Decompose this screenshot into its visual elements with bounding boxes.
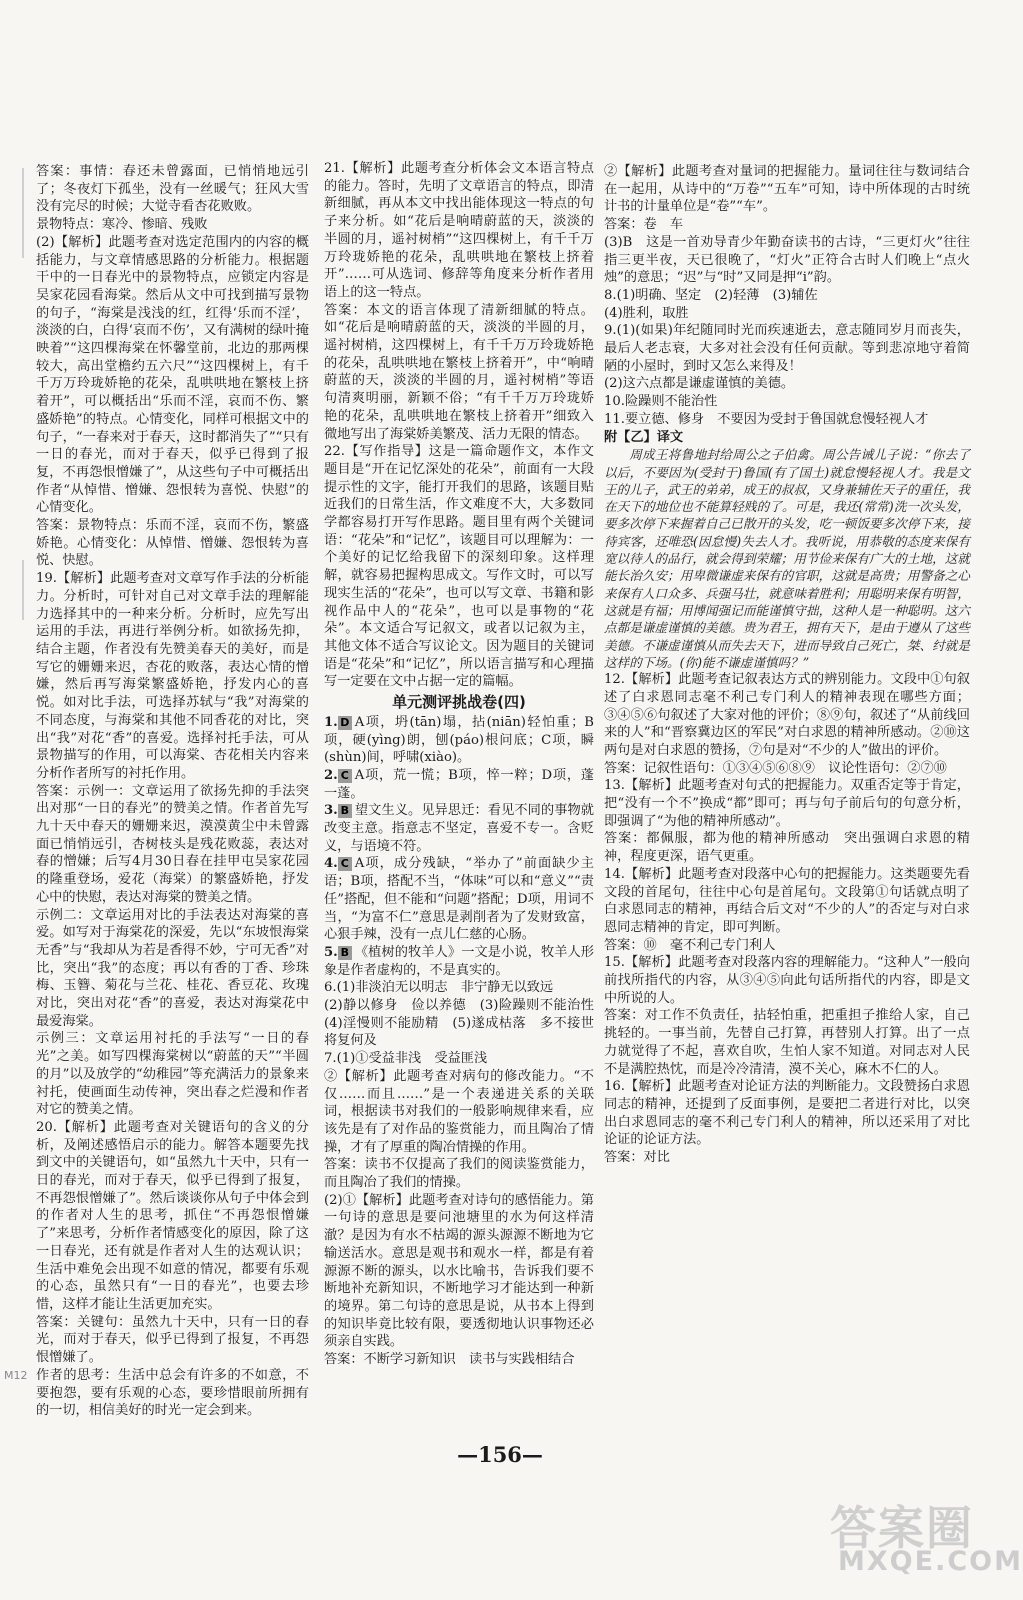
question-text: A项，坍(tān)塌，拈(niān)轻怕重；B项，硬(yìng)朗，刨(páo)根问底；C项，瞬(shùn)间，呼啸(xiào)。 (324, 714, 594, 766)
question-item (324, 802, 594, 855)
text-paragraph: 答案：不断学习新知识 读书与实践相结合 (324, 1352, 575, 1368)
question-number: 2. (324, 767, 338, 783)
text-paragraph: 15.【解析】此题考查对段落内容的理解能力。“这种人”一般向前找所指代的内容，从③④⑤向此句话所指代的内容，即是文中所说的人。 (604, 955, 970, 1006)
question-text: 望文生义。见异思迁：看见不同的事物就改变主意。指意志不坚定，喜爱不专一。含贬义，与语境不符。 (324, 803, 594, 854)
translation-heading: 附【乙】译文 (604, 429, 684, 445)
question-text: 《植树的牧羊人》一文是小说，牧羊人形象是作者虚构的，不是真实的。 (324, 944, 594, 978)
text-paragraph: (3)B 这是一首劝导青少年勤奋读书的古诗，“三更灯火”往往指三更半夜，天已很晚了，“灯火”正符合古时人们晚上“点火烛”的意思；“迟”与“时”又同是押“i”韵。 (604, 234, 970, 286)
text-paragraph: 答案：都佩服，都为他的精神所感动 突出强调白求恩的精神，程度更深，语气更重。 (604, 831, 970, 865)
text-paragraph: 7.(1)①受益非浅 受益匪浅 (324, 1051, 488, 1067)
text-paragraph: 12.【解析】此题考查记叙表达方式的辨别能力。文段中①句叙述了白求恩同志毫不利己专门利人的精神表现在哪些方面；③④⑤⑥句叙述了大家对他的评价；⑧⑨句，叙述了“从前线回来的人”和“晋察冀边区的军民”对白求恩的精神所感动。②⑩这两句是对白求恩的赞扬，⑦句是对“不少的人”做出的评价。 (604, 672, 970, 758)
text-paragraph: 答案：景物特点：乐而不淫，哀而不伤，繁盛娇艳。心情变化：从悼惜、憎嫌、怨恨转为喜悦、快慰。 (36, 518, 309, 569)
text-paragraph: 16.【解析】此题考查对论证方法的判断能力。文段赞扬白求恩同志的精神，还提到了反面事例，是要把二者进行对比，以突出白求恩同志的毫不利己专门利人的精神，所以还采用了对比论证的论证方法。 (604, 1079, 970, 1148)
question-text: A项，荒一慌；B项，悴一粹；D项，蓬一蓬。 (324, 767, 594, 801)
question-item (324, 855, 594, 944)
question-item (324, 767, 594, 802)
section-heading: 单元测评挑战卷(四) (392, 693, 526, 712)
edge-mark: M12 (4, 1369, 28, 1382)
question-item (324, 944, 594, 979)
text-paragraph: 示例三：文章运用衬托的手法写“一日的春光”之美。如写四棵海棠树以“蔚蓝的天”“半圆的月”以及放学的“幼稚园”等充满活力的景象来衬托，使画面生动传神，突出春之烂漫和作者对它的赞美之情。 (36, 1031, 309, 1118)
text-paragraph: (2)这六点都是谦虚谨慎的美德。 (604, 376, 795, 392)
text-paragraph: 19.【解析】此题考查对文章写作手法的分析能力。分析时，可针对自己对文章手法的理解能力选择其中的一种来分析。分析时，应先写出运用的手法，再进行举例分析。如欲扬先抑，结合主题，作者没有先赞美春天的美好，而是写它的姗姗来迟，杏花的败落，表达心情的憎嫌，然后再写海棠繁盛娇艳，抒发内心的喜悦。如对比手法，可选择苏轼与“我”对海棠的不同态度，与海棠和其他不同香花的对比，突出“我”对花“香”的喜爱。选择衬托手法，可从景物描写的作用，可以海棠、杏花相关内容来分析作者所写的衬托作用。 (36, 571, 309, 781)
text-paragraph: 景物特点：寒冷、惨暗、残败 (36, 217, 208, 233)
text-paragraph: (2)【解析】此题考查对选定范围内的内容的概括能力，与文章情感思路的分析能力。根据题干中的一日春光中的景物特点，应锁定内容是吴家花园看海棠。然后从文中可找到描写景物的句子，“海棠是浅浅的红，红得‘乐而不淫’，淡淡的白，白得‘哀而不伤’，又有满树的绿叶掩映着”“这四棵海棠在怀馨堂前，北边的那两棵较大，高出堂檐约五六尺”“这四棵树上，有千千万万玲珑娇艳的花朵，乱哄哄地在繁枝上挤着开”，可以概括出“乐而不淫，哀而不伤、繁盛娇艳”的特点。心情变化，同样可根据文中的句子，“一春来对于春天，这时都消失了”“只有一日的春光，而对于春天，似乎已得到了报复，不再怨恨憎嫌了”，从这些句子中可概括出作者“从悼惜、憎嫌、怨恨转为喜悦、快慰”的心情变化。 (36, 234, 309, 516)
text-paragraph: 13.【解析】此题考查对句式的把握能力。双重否定等于肯定，把“没有一个不”换成“都”即可；再与句子前后句的句意分析，即强调了“为他的精神所感动”。 (604, 778, 970, 829)
text-paragraph: 8.(1)明确、坚定 (2)轻薄 (3)辅佐 (604, 287, 818, 303)
left-margin-line (22, 168, 24, 258)
text-paragraph: 22.【写作指导】这是一篇命题作文，本作文题目是“开在记忆深处的花朵”，前面有一大段提示性的文字，能打开我们的思路，该题目贴近我们的日常生活，作文难度不大，大多数同学都容易打开写作思路。题目里有两个关键词语：“花朵”和“记忆”，该题目可以理解为：一个美好的记忆给我留下的深刻印象。这样理解，就容易把握构思成文。写作文时，可以写现实生活的“花朵”，也可以写文章、书籍和影视作品中人的“花朵”，也可以是事物的“花朵”。本文适合写记叙文，或者以记叙为主，其他文体不适合写议论文。因为题目的关键词语是“花朵”和“记忆”，所以语言描写和心理描写一定要在文中占据一定的篇幅。 (324, 444, 594, 690)
text-paragraph: 作者的思考：生活中总会有许多的不如意，不要抱怨，要有乐观的心态，要珍惜眼前所拥有的一切，相信美好的时光一定会到来。 (36, 1367, 309, 1419)
answer-option-box: B (338, 804, 352, 818)
answer-option-box: C (338, 857, 352, 871)
text-paragraph: 答案：本文的语言体现了清新细腻的特点。如“花后是响晴蔚蓝的天，淡淡的半圆的月，遥衬树梢，这四棵树上，有千千万万玲珑娇艳的花朵，乱哄哄地在繁枝上挤着开”，中“响晴蔚蓝的天，淡淡的半圆的月，遥衬树梢”等语句清爽明丽，新颖不俗；“有千千万万玲珑娇艳的花朵，乱哄哄地在繁枝上挤着开”细致入微地写出了海棠娇美繁茂、活力无限的情态。 (324, 302, 594, 442)
page-number: —156— (457, 1442, 543, 1467)
text-paragraph: 答案：事情：春还未曾露面，已悄悄地远引了；冬夜灯下孤坐，没有一丝暖气；狂风大雪没有完尽的时候；大觉寺看杏花败败。 (36, 164, 309, 215)
left-margin-line (22, 560, 24, 620)
answer-option-box: D (338, 716, 352, 730)
text-paragraph: 示例二：文章运用对比的手法表达对海棠的喜爱。如写对于海棠花的深爱，先以“东坡恨海棠无香”与“我却从为若是香得不妙，宁可无香”对比，突出“我”的态度；再以有香的丁香、珍珠梅、玉簪、菊花与兰花、桂花、香豆花、玫瑰对比，突出对花“香”的喜爱，表达对海棠花中最爱海棠。 (36, 907, 309, 1029)
text-paragraph: 21.【解析】此题考查分析体会文本语言特点的能力。答时，先明了文章语言的特点，即清新细腻，再从本文中找出能体现这一特点的句子来分析。如“花后是响晴蔚蓝的天，淡淡的半圆的月，遥衬树梢”“这四棵树上，有千千万万玲珑娇艳的花朵，乱哄哄地在繁枝上挤着开”……可从选词、修辞等角度来分析作者用语上的这一特点。 (324, 161, 594, 300)
answer-option-box: B (338, 946, 352, 960)
text-paragraph: 答案：记叙性语句：①③④⑤⑥⑧⑨ 议论性语句：②⑦⑩ (604, 760, 947, 776)
text-paragraph: 答案：读书不仅提高了我们的阅读鉴赏能力，而且陶冶了我们的情操。 (324, 1157, 594, 1191)
answer-option-box: C (338, 769, 352, 783)
watermark-logo: 答案圈 (830, 1501, 974, 1555)
text-paragraph: ②【解析】此题考查对病句的修改能力。“不仅……而且……”是一个表递进关系的关联词，根据读书对我们的一般影响规律来看，应该先是有了对作品的鉴赏能力，而且陶冶了情操，才有了厚重的陶冶情操的作用。 (324, 1068, 594, 1155)
text-paragraph: 答案：示例一：文章运用了欲扬先抑的手法突出对那“一日的春光”的赞美之情。作者首先写九十天中春天的姗姗来迟，漠漠黄尘中未曾露面已悄悄远引，杏树枝头是残花败蕊，表达对春的憎嫌；后写4月30日春在挂甲屯吴家花园的隆重登场，爱花（海棠）的繁盛娇艳，抒发心中的快慰，表达对海棠的赞美之情。 (36, 783, 309, 905)
text-paragraph: 14.【解析】此题考查对段落中心句的把握能力。这类题要先看文段的首尾句，往往中心句是首尾句。文段第①句话就点明了白求恩同志的精神，再结合后文对“不少的人”的否定与对白求恩同志精神的肯定，即可判断。 (604, 866, 970, 935)
text-paragraph: 20.【解析】此题考查对关键语句的含义的分析，及阐述感悟启示的能力。解答本题要先找到文中的关键语句，如“虽然九十天中，只有一日的春光，而对于春天，似乎已得到了报复，不再怨恨憎嫌了”。然后谈谈你从句子中体会到的作者对人生的思考，抓住“不再怨恨憎嫌了”来思考，分析作者情感变化的原因，除了这一日春光，还有就是作者对人生的达观认识；生活中难免会出现不如意的情况，都要有乐观的心态，虽然只有“一日的春光”，也要去珍惜，这样才能让生活更加充实。 (36, 1119, 309, 1312)
text-paragraph: 答案：卷 车 (604, 217, 684, 233)
question-text: A项，成分残缺，“举办了”前面缺少主语；B项，搭配不当，“体味”可以和“意义”“责任”搭配，但不能和“问题”搭配；D项，用词不当，“为富不仁”意思是剥削者为了发财致富，心狠手辣，没有一点儿仁慈的心肠。 (324, 856, 594, 943)
question-number: 5. (324, 944, 338, 960)
translation-text: 周成王将鲁地封给周公之子伯禽。周公告诫儿子说：“你去了以后，不要因为(受封于)鲁国(有了国土)就怠慢轻视人才。我是文王的儿子，武王的弟弟，成王的叔叔，又身兼辅佐天子的重任，我在天下的地位也不能算轻贱的了。可是，我还(常常)洗一次头发，要多次停下来握着自己已散开的头发，吃一顿饭要多次停下来，接待宾客，还唯恐(因怠慢)失去人才。我听说，用恭敬的态度来保有宽以待人的品行，就会得到荣耀；用节俭来保有广大的土地，这就能长治久安；用卑微谦虚来保有的官职，这就是高贵；用警备之心来保有人口众多、兵强马壮，就意味着胜利；用聪明来保有明智，这就是有福；用博闻强记而能谨慎守拙，这种人是一种聪明。这六点都是谦虚谨慎的美德。贵为君王，拥有天下，是由于遵从了这些美德。不谦虚谨慎从而失去天下，进而导致自己死亡，桀、纣就是这样的下场。(你)能不谦虚谨慎吗？” (604, 447, 970, 670)
column-middle (324, 160, 608, 1369)
question-number: 3. (324, 803, 338, 819)
text-paragraph: 6.(1)非淡泊无以明志 非宁静无以致远 (324, 980, 554, 996)
text-paragraph: 9.(1)(如果)年纪随同时光而疾速逝去，意志随同岁月而丧失，最后人老志衰，大多对社会没有任何贡献。等到悲凉地守着简陋的小屋时，到时又怎么来得及！ (604, 323, 970, 374)
text-paragraph: ②【解析】此题考查对量词的把握能力。量词往往与数词结合在一起用，从诗中的“万卷”“五车”可知，诗中所体现的古时统计书的计量单位是“卷”“车”。 (604, 164, 970, 215)
text-paragraph: (2)①【解析】此题考查对诗句的感悟能力。第一句诗的意思是要问池塘里的水为何这样清澈？是因为有水不枯竭的源头源源不断地为它输送活水。意思是观书和观水一样，都是有着源源不断的源头，以水比喻书，告诉我们要不断地补充新知识，不断地学习才能达到一种新的境界。第二句诗的意思是说，从书本上得到的知识毕竟比较有限，要透彻地认识事物还必须亲自实践。 (324, 1192, 594, 1350)
text-paragraph: 10.险躁则不能治性 (604, 394, 718, 410)
watermark-url: MXQE.COM (838, 1546, 1023, 1577)
column-left (36, 163, 309, 1420)
text-paragraph: (4)胜利，取胜 (604, 305, 689, 321)
text-paragraph: (2)静以修身 俭以养德 (3)险躁则不能治性 (4)淫慢则不能励精 (5)遂成枯落 多不接世 将复何及 (324, 998, 608, 1049)
question-number: 4. (324, 856, 338, 872)
question-item (324, 714, 594, 767)
column-right (604, 163, 970, 1167)
text-paragraph: 答案：关键句：虽然九十天中，只有一日的春光，而对于春天，似乎已得到了报复，不再怨恨憎嫌了。 (36, 1314, 309, 1366)
question-number: 1. (324, 714, 338, 730)
text-paragraph: 11.要立德、修身 不要因为受封于鲁国就怠慢轻视人才 (604, 411, 929, 427)
text-paragraph: 答案：⑩ 毫不利己专门利人 (604, 937, 776, 953)
text-paragraph: 答案：对比 (604, 1150, 670, 1166)
text-paragraph: 答案：对工作不负责任，拈轻怕重，把重担子推给人家，自己挑轻的。一事当前，先替自己打算，再替别人打算。出了一点力就觉得了不起，喜欢自吹，生怕人家不知道。对同志对人民不是满腔热忱，而是冷冷清清，漠不关心，麻木不仁的人。 (604, 1008, 970, 1077)
